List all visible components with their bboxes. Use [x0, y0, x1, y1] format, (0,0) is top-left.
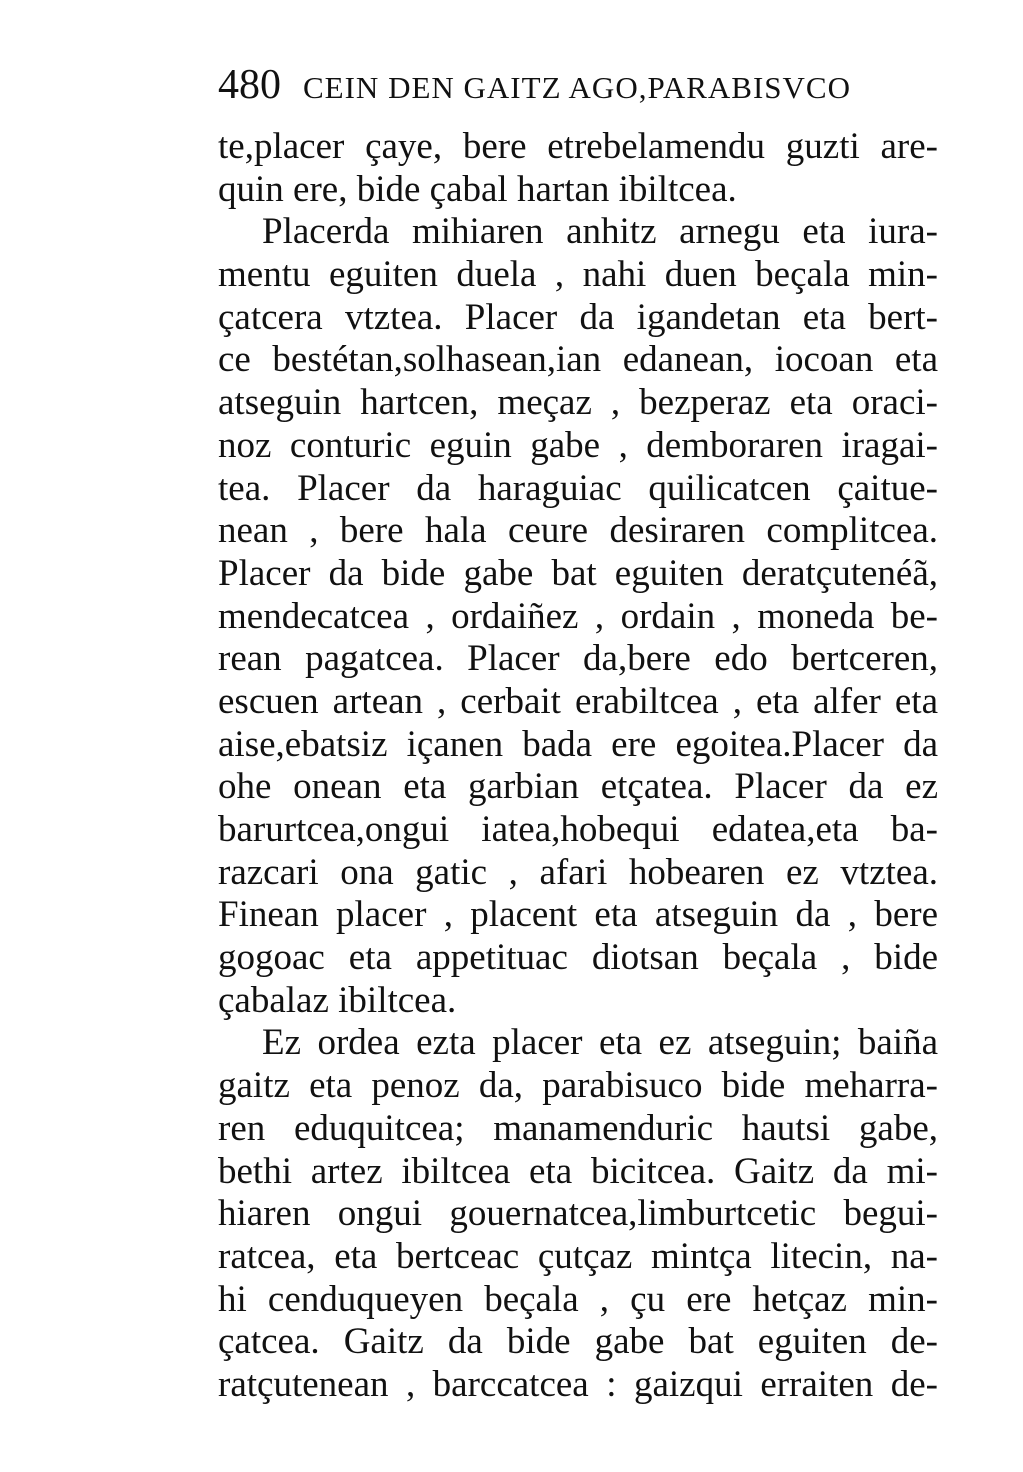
text-line: quin ere, bide çabal hartan ibiltcea.	[218, 168, 737, 210]
text-line: tea. Placer da haraguiac quilicatcen çaitue-	[218, 467, 938, 509]
text-line: atseguin hartcen, meçaz , bezperaz eta oraci-	[218, 382, 938, 424]
text-line: Placerda mihiaren anhitz arnegu eta iura-	[262, 211, 938, 253]
running-head	[218, 62, 938, 108]
text-line: çatcea. Gaitz da bide gabe bat eguiten de-	[218, 1321, 938, 1363]
text-line: Placer da bide gabe bat eguiten deratçutenéã,	[218, 552, 938, 594]
text-line: aise,ebatsiz içanen bada ere egoitea.Placer da	[218, 723, 938, 765]
text-line: nean , bere hala ceure desiraren complitcea.	[218, 510, 938, 552]
text-line: Finean placer , placent eta atseguin da , bere	[218, 894, 938, 936]
page-number: 480	[218, 62, 281, 108]
text-line: rean pagatcea. Placer da,bere edo bertceren,	[218, 638, 938, 680]
text-line: te,placer çaye, bere etrebelamendu guzti are-	[218, 126, 938, 167]
text-line: çatcera vtztea. Placer da igandetan eta bert-	[218, 296, 938, 338]
text-line: razcari ona gatic , afari hobearen ez vtztea.	[218, 851, 938, 893]
text-line: ratçutenean , barccatcea : gaizqui erraiten de-	[218, 1363, 938, 1405]
text-line: gaitz eta penoz da, parabisuco bide meharra-	[218, 1065, 938, 1107]
text-line: hiaren ongui gouernatcea,limburtcetic begui-	[218, 1193, 938, 1235]
text-line: çabalaz ibiltcea.	[218, 979, 457, 1021]
text-line: Ez ordea ezta placer eta ez atseguin; baiña	[262, 1022, 938, 1064]
text-line: gogoac eta appetituac diotsan beçala , bide	[218, 937, 938, 979]
text-line: barurtcea,ongui iatea,hobequi edatea,eta ba-	[218, 809, 938, 850]
text-line: mentu eguiten duela , nahi duen beçala min-	[218, 254, 938, 296]
text-line: bethi artez ibiltcea eta bicitcea. Gaitz da mi-	[218, 1150, 938, 1192]
text-line: hi cenduqueyen beçala , çu ere hetçaz min-	[218, 1278, 938, 1320]
text-line: ren eduquitcea; manamenduric hautsi gabe,	[218, 1107, 938, 1149]
text-line: ohe onean eta garbian etçatea. Placer da ez	[218, 766, 938, 808]
body-text	[218, 126, 938, 1407]
text-line: mendecatcea , ordaiñez , ordain , moneda be-	[218, 595, 938, 637]
text-line: escuen artean , cerbait erabiltcea , eta alfer eta	[218, 680, 938, 722]
running-title: CEIN DEN GAITZ AGO,PARABISVCO	[303, 70, 851, 105]
text-line: noz conturic eguin gabe , demboraren iragai-	[218, 424, 938, 466]
text-line: ce bestétan,solhasean,ian edanean, iocoan eta	[218, 339, 938, 381]
text-line: ratcea, eta bertceac çutçaz mintça litecin, na-	[218, 1235, 938, 1277]
